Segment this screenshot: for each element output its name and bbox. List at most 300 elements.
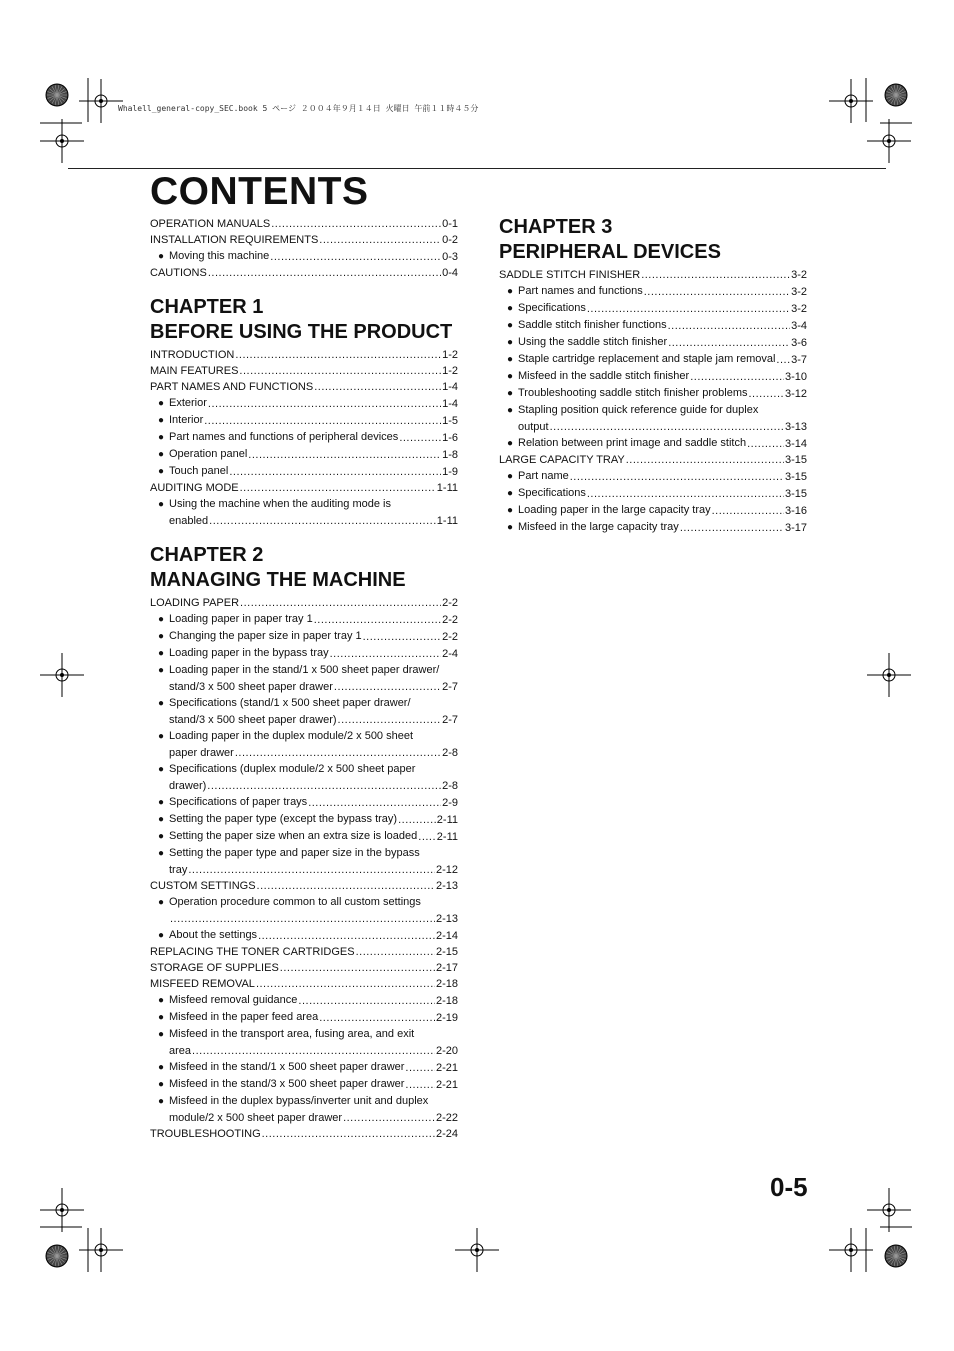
toc-entry-text: [507, 502, 711, 519]
toc-entry-text: [158, 828, 417, 845]
toc-subentry[interactable]: [499, 334, 807, 351]
toc-wrapped-entry[interactable]: [499, 402, 807, 435]
crosshair-dot: [60, 139, 64, 143]
toc-entry-label: Troubleshooting saddle stitch finisher problems: [518, 387, 748, 399]
chapter-3-number: CHAPTER 3: [499, 216, 613, 238]
toc-entry-label: OPERATION MANUALS: [150, 218, 271, 230]
bullet-icon: ●: [507, 522, 514, 533]
dot-leader: [587, 301, 790, 317]
toc-subentry[interactable]: [150, 446, 458, 463]
toc-entry-label: PART NAMES AND FUNCTIONS: [150, 381, 314, 393]
crosshair-dot: [99, 1248, 103, 1252]
toc-page-number: 1-5: [442, 415, 458, 427]
dot-leader: [280, 960, 435, 976]
toc-entry-label: Relation between print image and saddle stitch: [518, 437, 747, 449]
toc-page-number: 3-15: [784, 454, 807, 466]
toc-entry[interactable]: [150, 944, 458, 960]
toc-entry-label: MAIN FEATURES: [150, 365, 239, 377]
toc-page-number: 2-8: [442, 780, 458, 792]
toc-entry-label: Operation panel: [169, 448, 248, 460]
bullet-icon: ●: [158, 1096, 165, 1107]
dot-leader: [258, 928, 435, 944]
bullet-icon: ●: [158, 466, 165, 477]
toc-page-number: 2-12: [435, 864, 458, 876]
toc-entry-text: [150, 379, 313, 395]
bullet-icon: ●: [158, 499, 165, 510]
toc-entry-label: Changing the paper size in paper tray 1: [169, 630, 362, 642]
dot-leader: [418, 829, 436, 845]
toc-entry-text: [158, 1059, 404, 1076]
dot-leader: [235, 745, 441, 761]
toc-entry-continuation: [150, 1043, 458, 1059]
toc-subentry[interactable]: [150, 429, 458, 446]
bullet-icon: ●: [158, 764, 165, 775]
bullet-icon: ●: [158, 995, 165, 1006]
toc-page-number: 2-13: [435, 913, 458, 925]
dot-leader: [270, 249, 441, 265]
toc-entry-text: [150, 363, 238, 379]
toc-page-number: 2-20: [435, 1045, 458, 1057]
toc-entry-label-cont: stand/3 x 500 sheet paper drawer): [169, 714, 337, 726]
toc-entry-continuation: [499, 419, 807, 435]
dot-leader: [626, 452, 784, 468]
crosshair-dot: [887, 673, 891, 677]
toc-entry-label: Setting the paper type (except the bypass tray): [169, 813, 398, 825]
toc-page-number: 3-2: [791, 286, 807, 298]
toc-entry-label: Saddle stitch finisher functions: [518, 319, 667, 331]
toc-wrapped-entry[interactable]: [150, 695, 458, 728]
toc-entry-label-cont: enabled: [169, 515, 209, 527]
bullet-icon: ●: [507, 438, 514, 449]
toc-subentry[interactable]: [499, 502, 807, 519]
toc-entry-text: [158, 429, 398, 446]
file-header-line: Whalell_general-copy_SEC.book 5 ページ ２００４年９月１４日 火曜日 午前１１時４５分: [118, 104, 479, 113]
crosshair-dot: [475, 1248, 479, 1252]
page-title: CONTENTS: [150, 170, 369, 213]
dot-leader: [188, 862, 435, 878]
toc-entry-text: [150, 265, 207, 281]
toc-entry-text: [150, 944, 355, 960]
dot-leader: [204, 413, 441, 429]
toc-subentry[interactable]: [150, 794, 458, 811]
toc-entry-text: [150, 232, 318, 248]
dot-leader: [405, 1077, 435, 1093]
toc-entry-text: [499, 267, 640, 283]
dot-leader: [319, 1010, 435, 1026]
bullet-icon: ●: [507, 388, 514, 399]
toc-wrapped-entry[interactable]: [150, 761, 458, 794]
toc-subentry[interactable]: [499, 317, 807, 334]
dot-leader: [644, 284, 790, 300]
toc-entry-label: Loading paper in the duplex module/2 x 500 sheet: [169, 730, 414, 742]
toc-page-number: 3-6: [791, 337, 807, 349]
toc-entry-label: Operation procedure common to all custom settings: [169, 896, 421, 908]
bullet-icon: ●: [158, 1029, 165, 1040]
toc-subentry[interactable]: [150, 645, 458, 662]
crosshair-dot: [60, 1208, 64, 1212]
toc-entry-label: Exterior: [169, 397, 207, 409]
toc-entry-label: Specifications: [518, 302, 586, 314]
bullet-icon: ●: [158, 251, 165, 262]
toc-page-number: 2-14: [435, 930, 458, 942]
toc-entry-label: Interior: [169, 414, 204, 426]
bullet-icon: ●: [158, 930, 165, 941]
toc-entry-first-line: [150, 662, 458, 679]
bullet-icon: ●: [507, 286, 514, 297]
toc-page-number: 2-22: [435, 1112, 458, 1124]
toc-entry-label: Moving this machine: [169, 250, 270, 262]
bullet-icon: ●: [158, 897, 165, 908]
bullet-icon: ●: [158, 698, 165, 709]
toc-entry-text: [158, 645, 329, 662]
toc-page-number: 3-13: [784, 421, 807, 433]
bullet-icon: ●: [507, 320, 514, 331]
bullet-icon: ●: [158, 797, 165, 808]
toc-entry-label-cont: paper drawer: [169, 747, 234, 759]
dot-leader: [712, 503, 784, 519]
toc-entry-text: [150, 216, 270, 232]
toc-subentry[interactable]: [499, 385, 807, 402]
toc-entry-text: [150, 347, 234, 363]
toc-entry-label-cont: tray: [169, 864, 188, 876]
toc-page-number: 1-11: [436, 515, 458, 527]
toc-entry-label: Staple cartridge replacement and staple jam removal: [518, 353, 776, 365]
toc-subentry[interactable]: [499, 519, 807, 536]
toc-page-number: 2-19: [435, 1012, 458, 1024]
toc-entry-label: Misfeed in the stand/3 x 500 sheet paper drawer: [169, 1078, 405, 1090]
toc-page-number: 3-7: [791, 354, 807, 366]
toc-page-number: 2-2: [442, 597, 458, 609]
dot-leader: [747, 436, 784, 452]
toc-entry-text: [150, 878, 256, 894]
toc-entry-label: Misfeed in the transport area, fusing area, and exit: [169, 1028, 415, 1040]
page-number: 0-5: [770, 1172, 808, 1202]
bullet-icon: ●: [158, 1012, 165, 1023]
toc-wrapped-entry[interactable]: [150, 662, 458, 695]
toc-subentry[interactable]: [150, 628, 458, 645]
toc-page-number: 0-4: [442, 267, 458, 279]
toc-subentry[interactable]: [150, 463, 458, 480]
bullet-icon: ●: [158, 398, 165, 409]
toc-entry-continuation: [150, 862, 458, 878]
toc-entry-label-cont: drawer): [169, 780, 207, 792]
dot-leader: [248, 447, 441, 463]
toc-entry-continuation: [150, 712, 458, 728]
bullet-icon: ●: [158, 449, 165, 460]
toc-entry-text: [507, 334, 667, 351]
bullet-icon: ●: [158, 831, 165, 842]
toc-entry-text: [150, 480, 239, 496]
toc-entry-label: Loading paper in the bypass tray: [169, 647, 329, 659]
dot-leader: [776, 352, 790, 368]
crosshair-dot: [99, 99, 103, 103]
toc-entry-continuation: [150, 745, 458, 761]
toc-entry-label-cont: output: [518, 421, 549, 433]
right-column: [499, 215, 807, 536]
dot-leader: [314, 612, 441, 628]
toc-entry-label: Loading paper in the stand/1 x 500 sheet paper drawer/: [169, 664, 440, 676]
toc-entry-text: [499, 452, 625, 468]
toc-entry-continuation: [150, 513, 458, 529]
dot-leader: [356, 944, 435, 960]
toc-page-number: 1-4: [442, 381, 458, 393]
toc-entry-label: TROUBLESHOOTING: [150, 1128, 261, 1140]
toc-page-number: 2-21: [435, 1079, 458, 1091]
toc-entry[interactable]: [150, 595, 458, 611]
toc-entry[interactable]: [150, 1126, 458, 1142]
toc-entry-label: Part names and functions of peripheral devices: [169, 431, 399, 443]
toc-wrapped-entry[interactable]: [150, 845, 458, 878]
dot-leader: [338, 712, 442, 728]
crosshair-dot: [849, 1248, 853, 1252]
toc-entry-first-line: [499, 402, 807, 419]
toc-subentry[interactable]: [499, 435, 807, 452]
toc-subentry[interactable]: [499, 485, 807, 502]
toc-entry[interactable]: [150, 232, 458, 248]
toc-page-number: 2-2: [442, 614, 458, 626]
toc-entry-label: Specifications (duplex module/2 x 500 sheet paper: [169, 763, 416, 775]
dot-leader: [398, 812, 436, 828]
toc-subentry[interactable]: [150, 1076, 458, 1093]
toc-entry-text: [507, 368, 689, 385]
toc-entry-label: Loading paper in the large capacity tray: [518, 504, 711, 516]
dot-leader: [239, 363, 441, 379]
toc-entry-label: INTRODUCTION: [150, 349, 235, 361]
dot-leader: [240, 480, 436, 496]
dot-leader: [319, 232, 441, 248]
toc-entry-text: [158, 1076, 404, 1093]
toc-entry-label: AUDITING MODE: [150, 482, 239, 494]
toc-entry-text: [158, 794, 307, 811]
dot-leader: [257, 878, 435, 894]
toc-page-number: 3-10: [784, 371, 807, 383]
dot-leader: [170, 911, 435, 927]
toc-wrapped-entry[interactable]: [150, 1026, 458, 1059]
toc-entry-label: Misfeed in the large capacity tray: [518, 521, 679, 533]
toc-entry-label: STORAGE OF SUPPLIES: [150, 962, 279, 974]
dot-leader: [749, 386, 784, 402]
toc-page-number: 2-13: [435, 880, 458, 892]
toc-wrapped-entry[interactable]: [150, 496, 458, 529]
chapter-1-title: BEFORE USING THE PRODUCT: [150, 321, 453, 343]
toc-entry-text: [507, 317, 667, 334]
toc-subentry[interactable]: [150, 1009, 458, 1026]
dot-leader: [298, 993, 435, 1009]
toc-subentry[interactable]: [499, 468, 807, 485]
toc-entry-label: Stapling position quick reference guide for duplex: [518, 404, 759, 416]
toc-subentry[interactable]: [150, 927, 458, 944]
toc-page-number: 2-7: [442, 714, 458, 726]
toc-wrapped-entry[interactable]: [150, 894, 458, 927]
toc-entry-label: Using the machine when the auditing mode is: [169, 498, 391, 510]
toc-entry-label: Specifications: [518, 487, 586, 499]
dot-leader: [209, 513, 436, 529]
toc-wrapped-entry[interactable]: [150, 1093, 458, 1126]
toc-entry-label: Using the saddle stitch finisher: [518, 336, 668, 348]
chapter-3-title: PERIPHERAL DEVICES: [499, 241, 721, 263]
dot-leader: [363, 629, 441, 645]
toc-entry-text: [507, 468, 569, 485]
toc-entry-label: Misfeed in the stand/1 x 500 sheet paper drawer: [169, 1061, 405, 1073]
toc-entry-first-line: [150, 894, 458, 911]
toc-subentry[interactable]: [150, 412, 458, 429]
toc-page-number: 3-16: [784, 505, 807, 517]
toc-page-number: 2-8: [442, 747, 458, 759]
toc-entry-first-line: [150, 1026, 458, 1043]
toc-page-number: 3-14: [784, 438, 807, 450]
toc-entry-text: [158, 611, 313, 628]
toc-entry-text: [158, 1009, 318, 1026]
toc-page-number: 0-3: [442, 251, 458, 263]
toc-page-number: 1-4: [442, 398, 458, 410]
toc-entry[interactable]: [150, 379, 458, 395]
bullet-icon: ●: [507, 371, 514, 382]
chapter-2-heading: [150, 543, 458, 593]
toc-entry-label-cont: stand/3 x 500 sheet paper drawer: [169, 681, 333, 693]
toc-page-number: 3-12: [784, 388, 807, 400]
toc-entry-label: LARGE CAPACITY TRAY: [499, 454, 625, 466]
toc-entry-text: [158, 412, 203, 429]
toc-entry-label: Touch panel: [169, 465, 229, 477]
bullet-icon: ●: [158, 648, 165, 659]
dot-leader: [240, 595, 441, 611]
toc-entry[interactable]: [150, 363, 458, 379]
toc-entry-label: Misfeed in the saddle stitch finisher: [518, 370, 690, 382]
dot-leader: [229, 464, 441, 480]
toc-page-number: 2-2: [442, 631, 458, 643]
toc-page-number: 3-15: [784, 488, 807, 500]
toc-entry-text: [507, 519, 679, 536]
toc-page-number: 3-15: [784, 471, 807, 483]
toc-entry-label: Misfeed in the paper feed area: [169, 1011, 319, 1023]
toc-entry-first-line: [150, 695, 458, 712]
toc-entry-label: INSTALLATION REQUIREMENTS: [150, 234, 319, 246]
toc-entry-continuation: [150, 1110, 458, 1126]
toc-entry-first-line: [150, 496, 458, 513]
dot-leader: [550, 419, 784, 435]
dot-leader: [641, 267, 790, 283]
bullet-icon: ●: [507, 405, 514, 416]
toc-entry-label: Part names and functions: [518, 285, 643, 297]
toc-subentry[interactable]: [150, 611, 458, 628]
toc-subentry[interactable]: [499, 368, 807, 385]
bullet-icon: ●: [158, 614, 165, 625]
toc-subentry[interactable]: [150, 248, 458, 265]
toc-entry[interactable]: [150, 480, 458, 496]
toc-entry-text: [507, 435, 746, 452]
crosshair-dot: [887, 139, 891, 143]
dot-leader: [668, 335, 790, 351]
dot-leader: [271, 216, 441, 232]
toc-entry-continuation: [150, 911, 458, 927]
toc-page-number: 3-2: [791, 269, 807, 281]
toc-entry-label: REPLACING THE TONER CARTRIDGES: [150, 946, 355, 958]
toc-page-number: 0-1: [442, 218, 458, 230]
toc-entry[interactable]: [150, 976, 458, 992]
dot-leader: [256, 976, 435, 992]
toc-page-number: 2-17: [435, 962, 458, 974]
chapter-2-entries: [150, 595, 458, 1142]
toc-subentry[interactable]: [150, 992, 458, 1009]
bullet-icon: ●: [158, 415, 165, 426]
toc-subentry[interactable]: [499, 283, 807, 300]
dot-leader: [207, 778, 441, 794]
toc-entry-continuation: [150, 778, 458, 794]
toc-entry-text: [507, 485, 586, 502]
bullet-icon: ●: [507, 337, 514, 348]
toc-page-number: 2-21: [435, 1062, 458, 1074]
toc-wrapped-entry[interactable]: [150, 728, 458, 761]
toc-subentry[interactable]: [150, 395, 458, 412]
toc-entry-label: CUSTOM SETTINGS: [150, 880, 256, 892]
toc-entry[interactable]: [499, 452, 807, 468]
chapter-2-title: MANAGING THE MACHINE: [150, 569, 406, 591]
toc-entry[interactable]: [150, 216, 458, 232]
chapter-2-number: CHAPTER 2: [150, 544, 264, 566]
toc-entry-text: [507, 300, 586, 317]
crosshair-dot: [60, 673, 64, 677]
toc-subentry[interactable]: [150, 1059, 458, 1076]
bullet-icon: ●: [507, 354, 514, 365]
toc-entry[interactable]: [499, 267, 807, 283]
bullet-icon: ●: [158, 665, 165, 676]
toc-entry[interactable]: [150, 960, 458, 976]
dot-leader: [399, 430, 441, 446]
chapter-3-heading: [499, 215, 807, 265]
toc-page-number: 1-9: [442, 466, 458, 478]
dot-leader: [343, 1110, 435, 1126]
toc-page-number: 2-9: [442, 797, 458, 809]
toc-entry-text: [158, 248, 269, 265]
dot-leader: [680, 520, 784, 536]
dot-leader: [308, 795, 441, 811]
toc-entry-label: CAUTIONS: [150, 267, 207, 279]
bullet-icon: ●: [507, 505, 514, 516]
chapter-1-entries: [150, 347, 458, 496]
dot-leader: [570, 469, 784, 485]
toc-entry-label: Loading paper in paper tray 1: [169, 613, 313, 625]
dot-leader: [405, 1060, 435, 1076]
toc-entry-label-cont: area: [169, 1045, 192, 1057]
toc-entry[interactable]: [150, 878, 458, 894]
toc-page-number: 2-4: [442, 648, 458, 660]
toc-page-number: 2-11: [436, 831, 458, 843]
toc-entry-label: SADDLE STITCH FINISHER: [499, 269, 641, 281]
toc-page-number: 3-17: [784, 522, 807, 534]
toc-entry-first-line: [150, 761, 458, 778]
toc-entry-text: [150, 1126, 261, 1142]
dot-leader: [314, 379, 441, 395]
toc-entry-text: [158, 992, 297, 1009]
toc-entry-label: Specifications of paper trays: [169, 796, 308, 808]
toc-subentry[interactable]: [150, 828, 458, 845]
toc-subentry[interactable]: [150, 811, 458, 828]
toc-page-number: 2-7: [442, 681, 458, 693]
dot-leader: [587, 486, 784, 502]
bullet-icon: ●: [158, 631, 165, 642]
toc-entry-text: [507, 385, 748, 402]
toc-page-number: 1-8: [442, 449, 458, 461]
crosshair-dot: [849, 99, 853, 103]
toc-entry[interactable]: [150, 265, 458, 281]
toc-entry-continuation: [150, 679, 458, 695]
toc-entry[interactable]: [150, 347, 458, 363]
chapter-1-number: CHAPTER 1: [150, 296, 264, 318]
bullet-icon: ●: [158, 848, 165, 859]
toc-subentry[interactable]: [499, 300, 807, 317]
dot-leader: [690, 369, 784, 385]
toc-subentry[interactable]: [499, 351, 807, 368]
